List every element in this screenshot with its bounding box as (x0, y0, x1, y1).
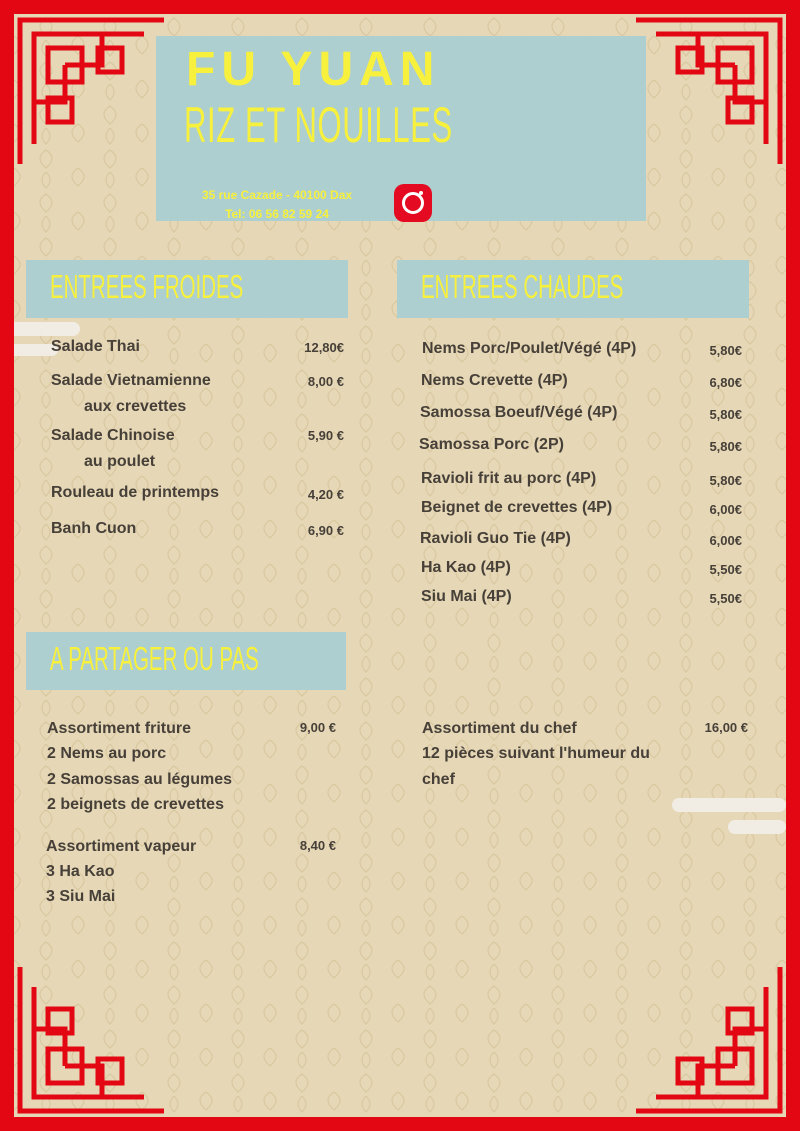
menu-item-price: 6,90 € (307, 523, 344, 538)
cloud-decoration-right-2 (728, 820, 786, 834)
menu-item-name: Samossa Porc (2P) (419, 436, 564, 453)
menu-item-detail: 2 Nems au porc (47, 745, 167, 762)
menu-item-detail: chef (422, 771, 455, 788)
menu-item-name: Salade Vietnamienne (51, 372, 211, 389)
corner-ornament-bottom-left (14, 967, 164, 1117)
menu-item-price: 5,80€ (709, 473, 742, 488)
corner-ornament-top-left (14, 14, 164, 164)
menu-item-detail: 2 Samossas au légumes (47, 771, 232, 788)
corner-ornament-bottom-right (636, 967, 786, 1117)
menu-item-price: 5,90 € (307, 428, 344, 443)
menu-item-price: 6,80€ (709, 375, 742, 390)
menu-item-price: 9,00 € (299, 720, 336, 735)
menu-item-name: Ravioli Guo Tie (4P) (420, 530, 571, 547)
address: 35 rue Cazade - 40100 Dax (201, 188, 353, 202)
section-title: A PARTAGER OU PAS (50, 640, 259, 677)
cloud-decoration-left (14, 322, 80, 336)
menu-item-detail: 3 Siu Mai (46, 888, 116, 905)
instagram-icon[interactable] (394, 184, 432, 222)
menu-item-name: Beignet de crevettes (4P) (421, 499, 613, 516)
contact-info (186, 186, 368, 224)
menu-item-price: 5,50€ (709, 591, 742, 606)
menu-item-price: 6,00€ (709, 533, 742, 548)
menu-item-name: Banh Cuon (51, 520, 137, 537)
menu-item-name: Rouleau de printemps (51, 484, 220, 501)
menu-item-name-continued: aux crevettes (84, 398, 187, 415)
menu-item-price: 4,20 € (307, 487, 344, 502)
menu-item-price: 5,80€ (709, 407, 742, 422)
section-header-entrees-froides (26, 260, 348, 318)
phone: Tel: 06 56 82 59 24 (225, 207, 329, 221)
menu-item-name: Nems Crevette (4P) (421, 372, 568, 389)
header-panel (156, 36, 646, 221)
menu-item-name: Assortiment du chef (422, 720, 577, 737)
menu-item-name: Assortiment vapeur (46, 838, 197, 855)
menu-item-name: Salade Thai (51, 338, 140, 355)
restaurant-name: FU YUAN (186, 43, 441, 96)
menu-item-name: Ravioli frit au porc (4P) (421, 470, 597, 487)
menu-item-price: 16,00 € (704, 720, 748, 735)
menu-item-name-continued: au poulet (84, 453, 156, 470)
section-title: ENTREES CHAUDES (421, 268, 624, 305)
cloud-decoration-right (672, 798, 786, 812)
menu-item-price: 6,00€ (709, 502, 742, 517)
menu-item-detail: 3 Ha Kao (46, 863, 115, 880)
menu-item-price: 8,40 € (299, 838, 336, 853)
menu-item-price: 5,50€ (709, 562, 742, 577)
menu-item-name: Salade Chinoise (51, 427, 175, 444)
menu-item-price: 8,00 € (307, 374, 344, 389)
menu-item-name: Assortiment friture (47, 720, 192, 737)
menu-item-name: Samossa Boeuf/Végé (4P) (420, 404, 618, 421)
corner-ornament-top-right (636, 14, 786, 164)
menu-item-name: Siu Mai (4P) (421, 588, 512, 605)
restaurant-subtitle: RIZ ET NOUILLES (184, 97, 453, 153)
menu-item-price: 5,80€ (709, 439, 742, 454)
section-header-a-partager (26, 632, 346, 690)
menu-item-price: 5,80€ (709, 343, 742, 358)
section-title: ENTREES FROIDES (50, 268, 244, 305)
menu-item-price: 12,80€ (304, 340, 344, 355)
menu-item-name: Nems Porc/Poulet/Végé (4P) (422, 340, 637, 357)
menu-page (14, 14, 786, 1117)
menu-item-name: Ha Kao (4P) (421, 559, 511, 576)
menu-item-detail: 2 beignets de crevettes (47, 796, 224, 813)
section-header-entrees-chaudes (397, 260, 749, 318)
menu-item-detail: 12 pièces suivant l'humeur du (422, 745, 650, 762)
